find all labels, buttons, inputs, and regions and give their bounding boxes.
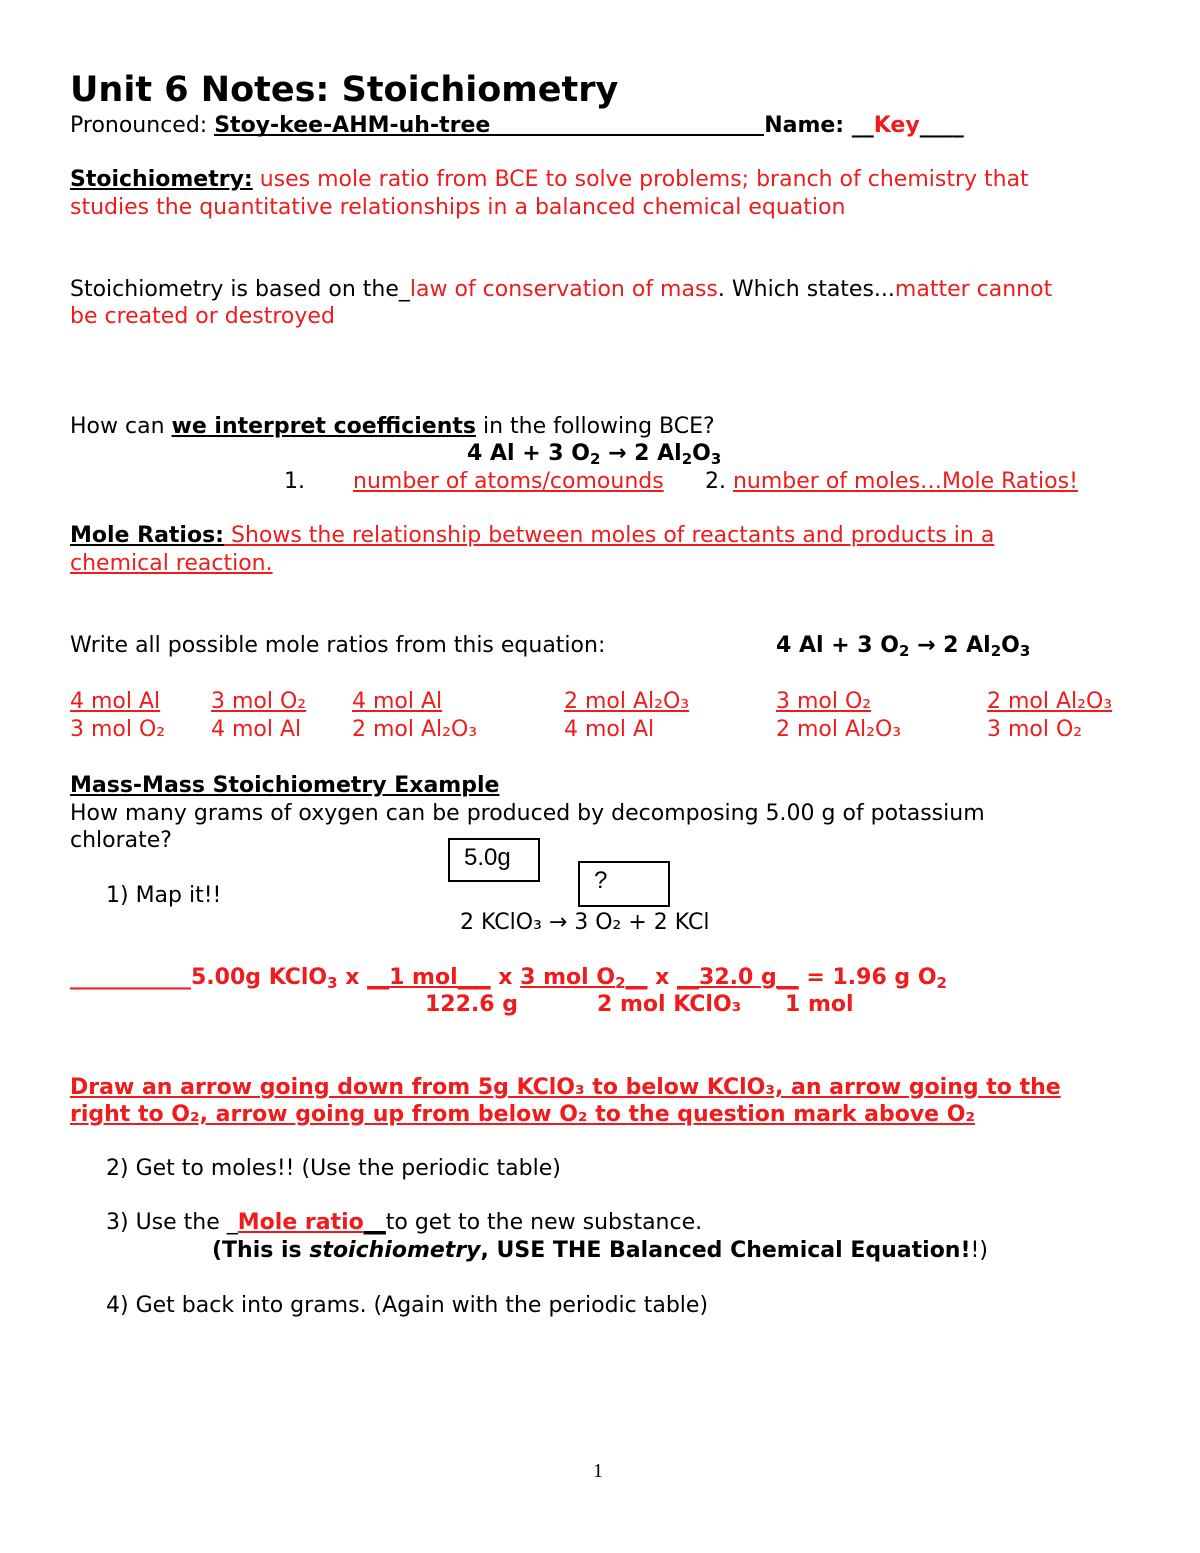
example-question-1: How many grams of oxygen can be produced by decomposing 5.00 g of potassium bbox=[70, 801, 985, 826]
definition-term: Stoichiometry: bbox=[70, 167, 253, 192]
step-3: 3) Use the _Mole ratio__to get to the new substance. bbox=[106, 1210, 703, 1235]
mole-ratios-text-2: chemical reaction. bbox=[70, 551, 273, 576]
pronounced-label: Pronounced: bbox=[70, 113, 215, 138]
mole-ratio: 3 mol O₂ 2 mol Al₂O₃ bbox=[776, 689, 902, 742]
pronounced-line bbox=[70, 112, 964, 140]
law-line-1 bbox=[70, 276, 1052, 304]
calc-lead: ___________ bbox=[70, 965, 191, 990]
mole-ratio: 2 mol Al₂O₃ 4 mol Al bbox=[564, 689, 690, 742]
law-answer: law of conservation of mass bbox=[409, 277, 718, 302]
step-3-answer: Mole ratio bbox=[237, 1210, 364, 1235]
calc-factor-1-bottom: 122.6 g bbox=[425, 992, 518, 1017]
name-tail: ____ bbox=[919, 113, 964, 138]
write-ratios-prompt: Write all possible mole ratios from this equation: bbox=[70, 633, 606, 658]
law-prefix: Stoichiometry is based on the_ bbox=[70, 277, 410, 302]
balanced-equation: 4 Al + 3 $O_2 \to 2$ $Al_2O_3$ bbox=[467, 441, 722, 468]
mole-ratio: 4 mol Al 3 mol O₂ bbox=[70, 689, 166, 742]
law-answer-2a: matter cannot bbox=[894, 277, 1053, 302]
law-middle: . Which states... bbox=[717, 277, 895, 302]
example-heading: Mass-Mass Stoichiometry Example bbox=[70, 773, 500, 798]
calc-start: 5.00g KClO bbox=[191, 965, 328, 990]
definition-line-2: studies the quantitative relationships in a balanced chemical equation bbox=[70, 195, 846, 220]
calc-factor-3-bottom: 1 mol bbox=[785, 992, 854, 1017]
instruction-line-2: right to O₂, arrow going up from below O₂ to the question mark above O₂ bbox=[70, 1102, 976, 1127]
step-4: 4) Get back into grams. (Again with the periodic table) bbox=[106, 1293, 709, 1318]
example-question-2: chlorate? bbox=[70, 828, 172, 853]
name-label: Name: __ bbox=[764, 113, 874, 138]
mole-ratio: 3 mol O₂ 4 mol Al bbox=[211, 689, 307, 742]
definition-line-1 bbox=[70, 166, 1029, 194]
calc-factor-3-top: __32.0 g__ bbox=[677, 965, 799, 990]
unknown-mass-box: ? bbox=[578, 861, 670, 907]
mole-ratios-line-1 bbox=[70, 522, 994, 550]
mole-ratios-term: Mole Ratios: bbox=[70, 523, 224, 548]
page-title: Unit 6 Notes: Stoichiometry bbox=[70, 70, 619, 110]
given-mass-box: 5.0g bbox=[448, 838, 540, 882]
calc-factor-2-top: 3 mol $O_2\_\_$ bbox=[520, 965, 648, 992]
step-2: 2) Get to moles!! (Use the periodic table) bbox=[106, 1156, 561, 1181]
example-reaction: 2 KClO₃ → 3 O₂ + 2 KCl bbox=[460, 910, 710, 935]
interpretation-item-2: 2. number of moles…Mole Ratios! bbox=[705, 469, 1078, 494]
page-number: 1 bbox=[593, 1460, 603, 1482]
write-ratios-equation: 4 Al + 3 $O_2 \to 2$ $Al_2O_3$ bbox=[776, 633, 1031, 660]
calc-line-top: ___________5.00g KClO$_3$ x __1 mol___ x 3 mol $O_2\_\_$ x __32.0 g__ = 1.96 g $O_2$ bbox=[70, 965, 947, 992]
interpretation-item-1-num: 1. bbox=[284, 469, 305, 494]
calc-factor-1-top: __1 mol___ bbox=[367, 965, 491, 990]
step-1: 1) Map it!! bbox=[106, 883, 222, 908]
step-3-note: (This is stoichiometry, USE THE Balanced Chemical Equation!!) bbox=[212, 1238, 988, 1263]
interpretation-item-1: number of atoms/comounds bbox=[353, 469, 664, 494]
law-answer-2b: be created or destroyed bbox=[70, 304, 335, 329]
pronounced-value: Stoy-kee-AHM-uh-tree bbox=[214, 112, 764, 136]
calc-result: = 1.96 g O bbox=[798, 965, 937, 990]
coefficients-question: How can we interpret coefficients in the following BCE? bbox=[70, 414, 715, 439]
name-value: Key bbox=[873, 113, 920, 138]
coefficients-emphasis: we interpret coefficients bbox=[171, 414, 476, 439]
mole-ratio: 2 mol Al₂O₃ 3 mol O₂ bbox=[987, 689, 1113, 742]
calc-factor-2-bottom: 2 mol KClO₃ bbox=[597, 992, 742, 1017]
mole-ratios-text-1: Shows the relationship between moles of reactants and products in a bbox=[223, 523, 995, 548]
mole-ratio: 4 mol Al 2 mol Al₂O₃ bbox=[352, 689, 478, 742]
instruction-line-1: Draw an arrow going down from 5g KClO₃ to below KClO₃, an arrow going to the bbox=[70, 1075, 1061, 1100]
definition-text-1: uses mole ratio from BCE to solve problems; branch of chemistry that bbox=[252, 167, 1029, 192]
